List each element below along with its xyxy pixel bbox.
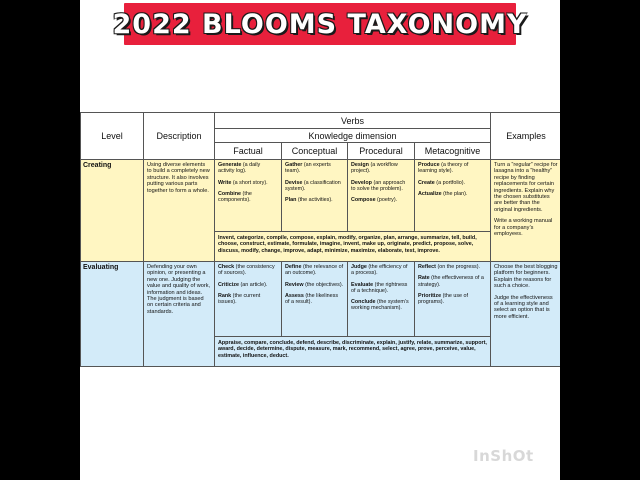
creating-conceptual: Gather (an experts team). Devise (a classification system). Plan (the activities).	[282, 160, 348, 232]
title-banner	[112, 3, 528, 45]
example-text: Judge the effectiveness of a learning style and select an option that is more efficient.	[494, 294, 553, 320]
evaluating-metacognitive: Reflect (on the progress). Rate (the effectiveness of a strategy). Prioritize (the use of programs).	[415, 262, 491, 337]
header-verbs: Verbs	[215, 113, 491, 129]
header-level: Level	[81, 113, 144, 160]
header-metacognitive: Metacognitive	[415, 143, 491, 160]
description-evaluating: Defending your own opinion, or presenting a new one. Judging the value and quality of work, information and ideas. The judgment is based on certain criteria and standards.	[144, 262, 215, 367]
creating-verb-list: Invent, categorize, compile, compose, explain, modify, organize, plan, arrange, summarize, tell, build, choose, construct, estimate, formulate, imagine, invent, make up, originate, predict, propose, solve, discuss, modify, change, improve, adapt, minimize, maximize, elaborate, test, improve.	[215, 232, 491, 262]
banner-title: 2022 BLOOMS TAXONOMY	[112, 8, 528, 40]
creating-metacognitive: Produce (a theory of learning style). Create (a portfolio). Actualize (the plan).	[415, 160, 491, 232]
examples-evaluating	[491, 262, 560, 367]
header-procedural: Procedural	[348, 143, 415, 160]
header-examples: Examples	[491, 113, 560, 160]
example-text: Write a working manual for a company’s employees.	[494, 218, 553, 238]
evaluating-factual: Check (the consistency of sources). Criticize (an article). Rank (the current issues).	[215, 262, 282, 337]
example-text: Turn a “regular” recipe for lasagna into a “healthy” recipe by finding replacements for certain ingredients. Explain why the chosen substitutes are better than the original ingredients.	[494, 162, 558, 213]
creating-procedural: Design (a workflow project). Develop (an approach to solve the problem). Compose (poetry).	[348, 160, 415, 232]
level-evaluating: Evaluating	[81, 262, 144, 367]
creating-factual: Generate (a daily activity log). Write (a short story). Combine (the components).	[215, 160, 282, 232]
header-conceptual: Conceptual	[282, 143, 348, 160]
header-description: Description	[144, 113, 215, 160]
header-factual: Factual	[215, 143, 282, 160]
inshot-watermark: InShOt	[473, 447, 534, 465]
level-creating: Creating	[81, 160, 144, 262]
evaluating-conceptual: Define (the relevance of an outcome). Review (the objectives). Assess (the likeliness of a result).	[282, 262, 348, 337]
evaluating-verb-list: Appraise, compare, conclude, defend, describe, discriminate, explain, justify, relate, summarize, support, award, decide, determine, dispute, measure, mark, recommend, select, agree, prove, perceive, value, estimate, influence, deduct.	[215, 337, 491, 367]
header-knowledge-dimension: Knowledge dimension	[215, 129, 491, 143]
description-creating: Using diverse elements to build a completely new structure. It also involves putting various parts together to form a whole.	[144, 160, 215, 262]
examples-creating	[491, 160, 560, 262]
evaluating-procedural: Judge (the efficiency of a process). Evaluate (the rightness of a technique). Conclude (the system’s working mechanism).	[348, 262, 415, 337]
taxonomy-page	[80, 0, 560, 480]
taxonomy-table	[80, 112, 560, 367]
example-text: Choose the best blogging platform for beginners. Explain the reasons for such a choice.	[494, 264, 558, 290]
